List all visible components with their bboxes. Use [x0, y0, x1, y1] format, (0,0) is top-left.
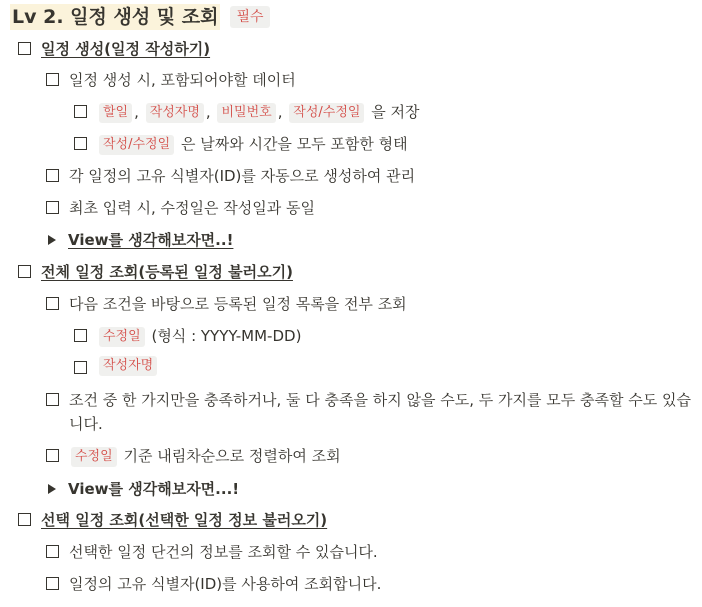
- checkbox[interactable]: [46, 73, 59, 86]
- checkbox[interactable]: [18, 42, 31, 55]
- checkbox[interactable]: [46, 545, 59, 558]
- code-author: 작성자명: [99, 356, 157, 376]
- todo-create-data: [46, 68, 296, 92]
- todo-text: 선택한 일정 단건의 정보를 조회할 수 있습니다.: [69, 543, 378, 561]
- checkbox[interactable]: [74, 137, 87, 150]
- todo-tail: 은 날짜와 시간을 모두 포함한 형태: [180, 135, 408, 153]
- checkbox[interactable]: [46, 449, 59, 462]
- toggle-label: View를 생각해보자면...!: [68, 480, 240, 498]
- todo-list-modified-date: [74, 324, 301, 348]
- section-title-list: 전체 일정 조회(등록된 일정 불러오기): [41, 263, 293, 281]
- checkbox[interactable]: [46, 201, 59, 214]
- separator: ,: [134, 103, 139, 121]
- todo-select-schedule: [18, 508, 327, 532]
- toggle-list-view[interactable]: [48, 477, 239, 501]
- required-tag: 필수: [230, 6, 269, 28]
- todo-create-date-format: [74, 132, 408, 156]
- todo-list-sort: [46, 444, 341, 468]
- todo-create-fields: [74, 100, 419, 124]
- todo-create-initial: [46, 196, 315, 220]
- todo-tail: 을 저장: [371, 103, 420, 121]
- todo-tail: (형식 : YYYY-MM-DD): [151, 327, 302, 345]
- section-title-create: 일정 생성(일정 작성하기): [41, 40, 211, 58]
- code-password: 비밀번호: [217, 103, 275, 123]
- checkbox[interactable]: [74, 329, 87, 342]
- todo-list-schedule: [18, 260, 293, 284]
- todo-text: 일정 생성 시, 포함되어야할 데이터: [69, 71, 296, 89]
- todo-list-author: [74, 356, 159, 376]
- checkbox[interactable]: [46, 297, 59, 310]
- toggle-triangle-icon[interactable]: [48, 235, 56, 245]
- checkbox[interactable]: [18, 513, 31, 526]
- toggle-create-view[interactable]: [48, 228, 233, 252]
- separator: ,: [277, 103, 283, 121]
- checkbox[interactable]: [46, 393, 59, 406]
- code-date: 작성/수정일: [289, 103, 364, 123]
- todo-text: 조건 중 한 가지만을 충족하거나, 둘 다 충족을 하지 않을 수도, 두 가지를 모두 충족할 수도 있습니다.: [69, 391, 691, 433]
- todo-tail: 기준 내림차순으로 정렬하여 조회: [123, 447, 341, 465]
- code-date: 작성/수정일: [99, 135, 174, 155]
- checkbox[interactable]: [46, 577, 59, 590]
- todo-text: 일정의 고유 식별자(ID)를 사용하여 조회합니다.: [69, 575, 382, 593]
- checkbox[interactable]: [74, 105, 87, 118]
- code-modified: 수정일: [71, 447, 117, 467]
- todo-text: [97, 324, 301, 348]
- code-todo: 할일: [99, 103, 132, 123]
- todo-text: 다음 조건을 바탕으로 등록된 일정 목록을 전부 조회: [69, 295, 407, 313]
- separator: ,: [205, 103, 211, 121]
- page-heading: [10, 3, 270, 31]
- toggle-label: View를 생각해보자면..!: [68, 231, 234, 249]
- checkbox[interactable]: [46, 169, 59, 182]
- todo-list-conditions: [46, 292, 407, 316]
- code-author: 작성자명: [146, 103, 204, 123]
- todo-text: [97, 100, 419, 124]
- heading-title: Lv 2. 일정 생성 및 조회: [12, 6, 219, 28]
- todo-list-optional: [46, 388, 691, 436]
- todo-text: 최초 입력 시, 수정일은 작성일과 동일: [69, 199, 315, 217]
- todo-create-schedule: [18, 37, 210, 61]
- section-title-select: 선택 일정 조회(선택한 일정 정보 불러오기): [41, 511, 328, 529]
- todo-select-single: [46, 540, 378, 564]
- todo-text: [69, 444, 341, 468]
- todo-text: 각 일정의 고유 식별자(ID)를 자동으로 생성하여 관리: [69, 167, 416, 185]
- checkbox[interactable]: [74, 361, 87, 374]
- checkbox[interactable]: [18, 265, 31, 278]
- todo-create-id: [46, 164, 415, 188]
- todo-select-id: [46, 572, 381, 596]
- todo-text: [97, 132, 408, 156]
- toggle-triangle-icon[interactable]: [48, 484, 56, 494]
- code-modified: 수정일: [99, 327, 145, 347]
